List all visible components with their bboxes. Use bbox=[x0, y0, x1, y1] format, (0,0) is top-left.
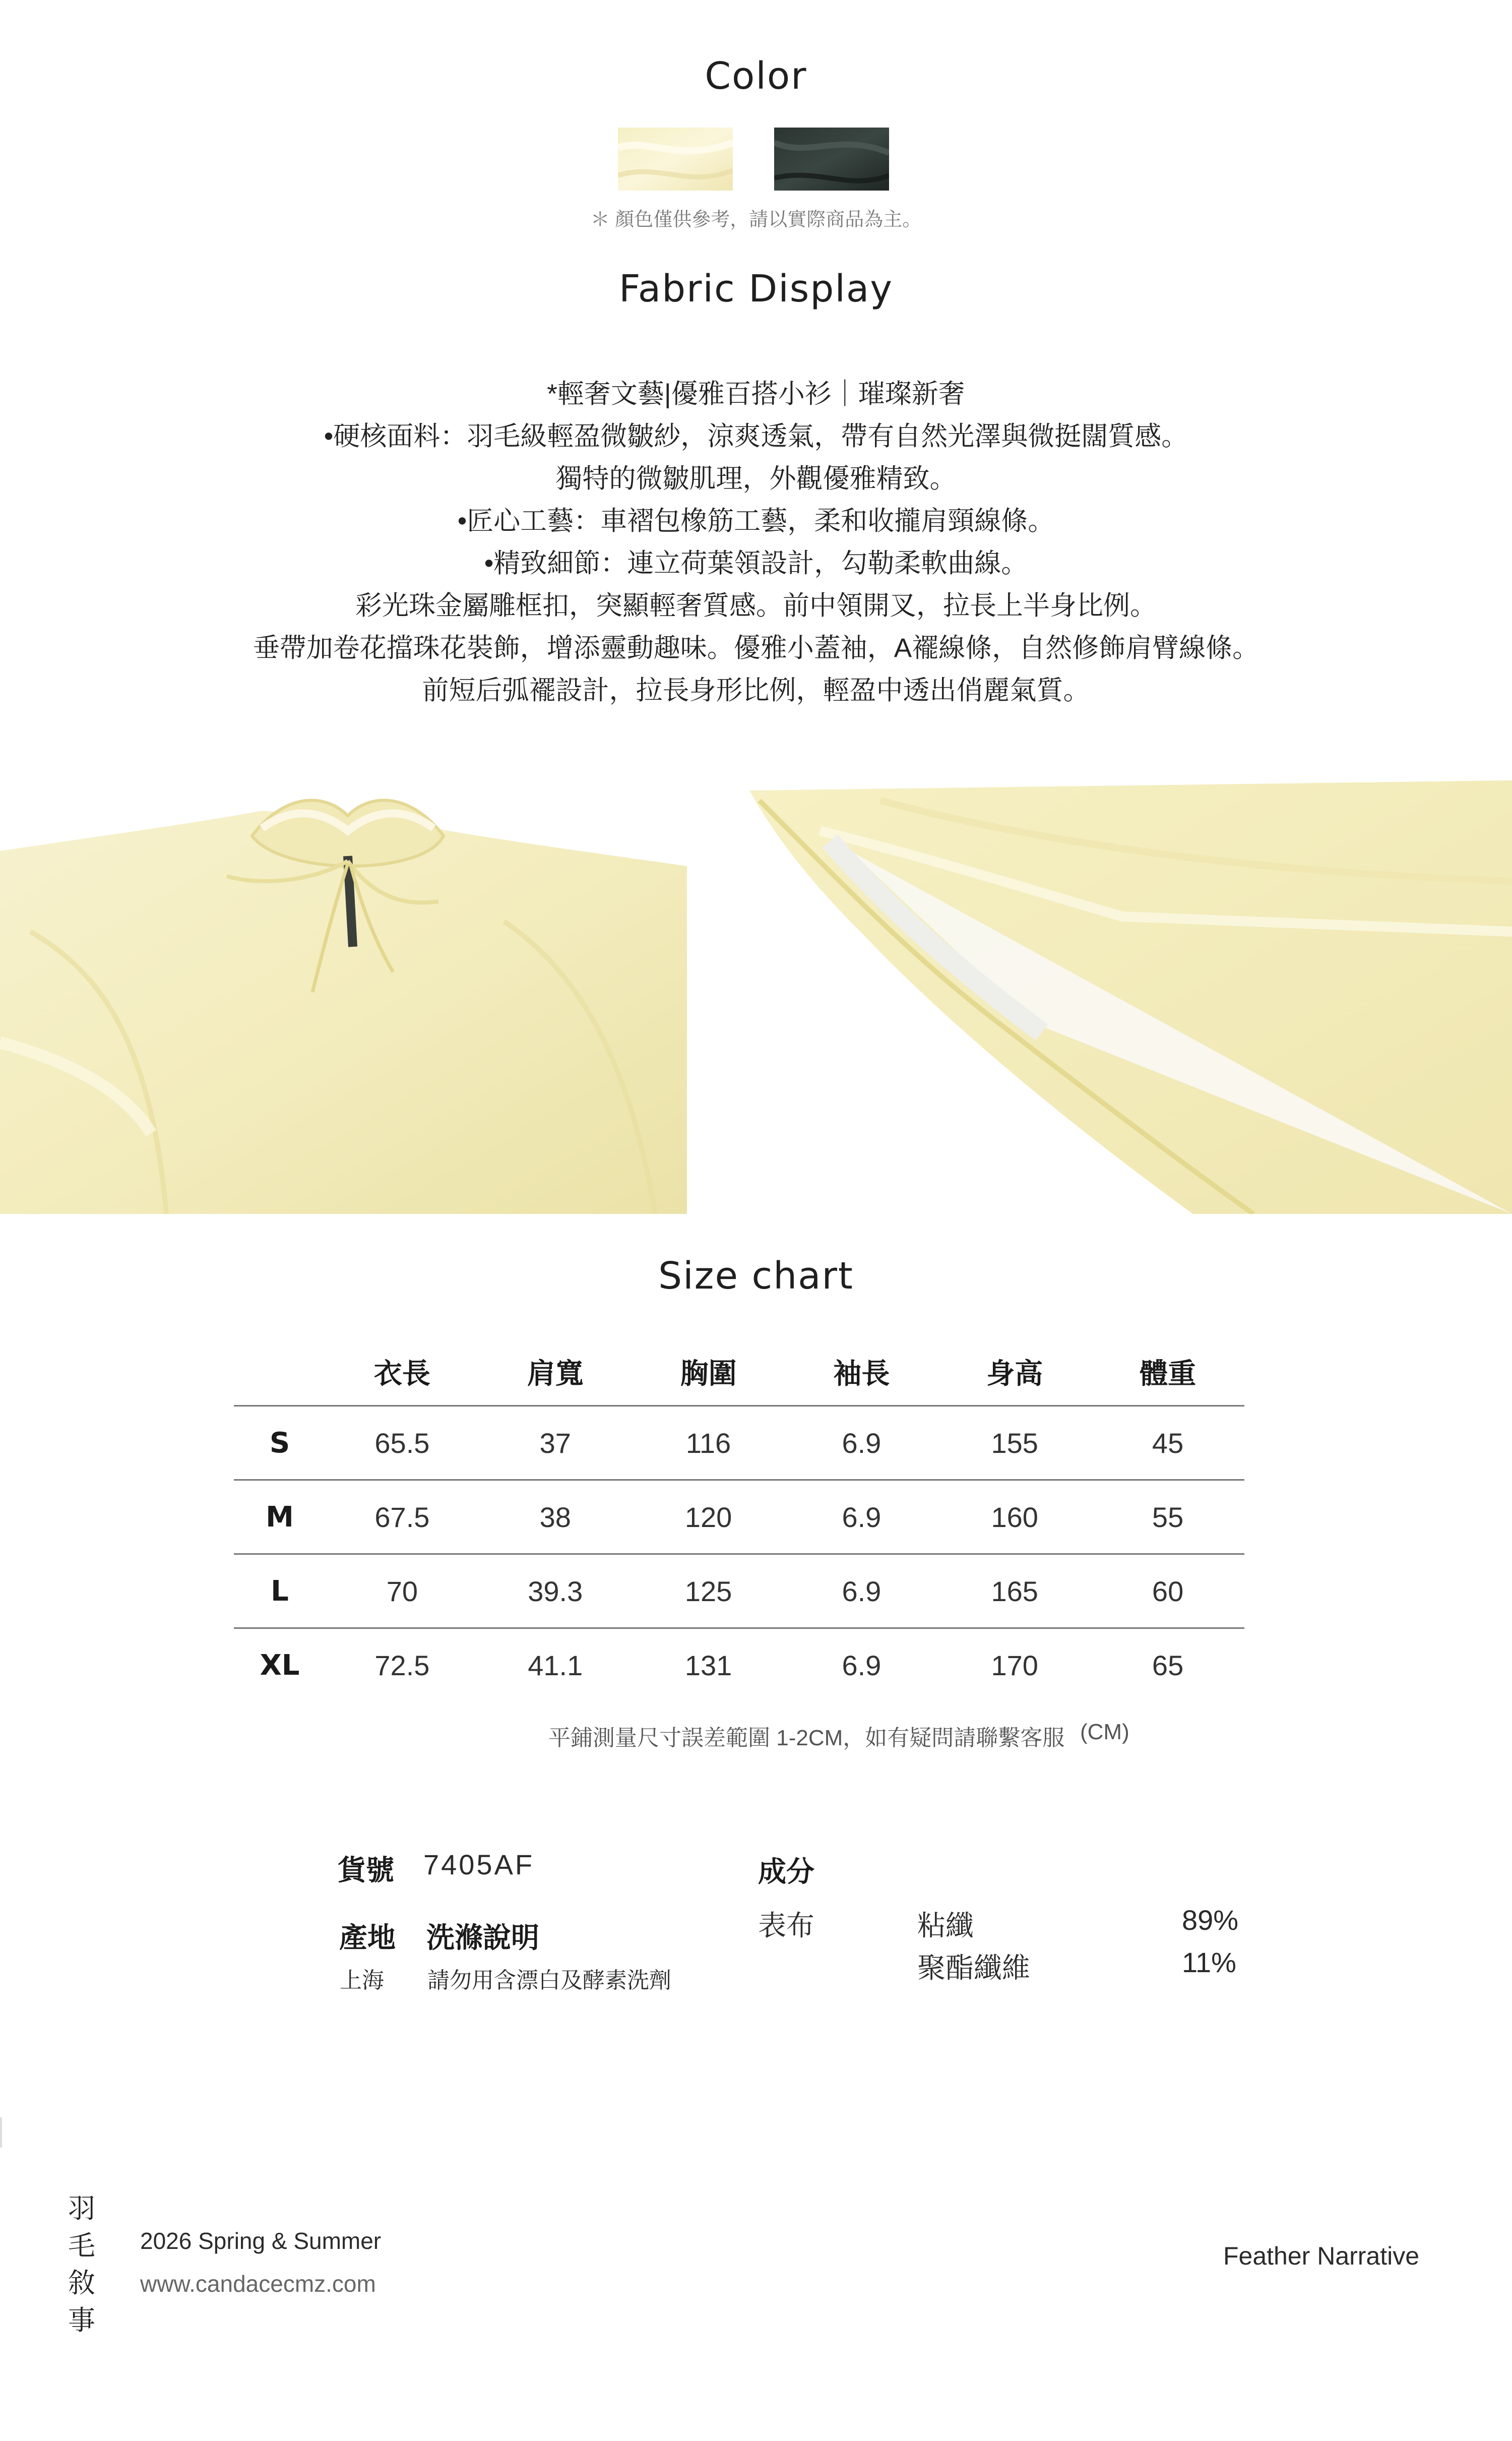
origin-label: 產地 bbox=[339, 1922, 396, 1954]
size-note: 平鋪測量尺寸誤差範圍 1-2CM，如有疑問請聯繫客服 bbox=[548, 1726, 1065, 1750]
table-cell: 70 bbox=[326, 1554, 479, 1628]
table-cell: 38 bbox=[479, 1480, 632, 1554]
table-cell: 170 bbox=[938, 1628, 1091, 1702]
table-cell: 120 bbox=[632, 1480, 785, 1554]
size-chart-heading: Size chart bbox=[658, 1254, 854, 1298]
wash-value: 請勿用含漂白及酵素洗劑 bbox=[427, 1968, 671, 1993]
description-line: •匠心工藝：車褶包橡筋工藝，柔和收攏肩頸線條。 bbox=[457, 506, 1055, 536]
size-column-header bbox=[234, 1338, 326, 1406]
column-shoulder: 肩寬 bbox=[527, 1358, 584, 1389]
table-cell: 67.5 bbox=[326, 1480, 479, 1554]
material-percent: 89% bbox=[1182, 1904, 1239, 1936]
brand-vertical-text bbox=[67, 2190, 97, 2339]
website-link[interactable]: www.candacecmz.com bbox=[140, 2271, 376, 2297]
fabric-heading: Fabric Display bbox=[618, 267, 894, 311]
color-heading: Color bbox=[705, 54, 807, 98]
table-cell: 6.9 bbox=[785, 1406, 938, 1480]
description-line: 垂帶加卷花擋珠花裝飾，增添靈動趣味。優雅小蓋袖，A襬線條，自然修飾肩臂線條。 bbox=[253, 633, 1259, 663]
table-row bbox=[234, 1628, 1244, 1702]
material-name: 聚酯纖維 bbox=[917, 1952, 1030, 1984]
brand-char: 羽 bbox=[68, 2193, 95, 2224]
table-cell: 55 bbox=[1091, 1480, 1244, 1554]
table-cell: 41.1 bbox=[479, 1628, 632, 1702]
description-line: 前短后弧襬設計，拉長身形比例，輕盈中透出俏麗氣質。 bbox=[422, 676, 1090, 705]
description-line: 獨特的微皺肌理，外觀優雅精致。 bbox=[555, 464, 957, 494]
material-percent: 11% bbox=[1182, 1946, 1236, 1978]
table-cell: 65 bbox=[1091, 1628, 1244, 1702]
table-cell: 155 bbox=[938, 1406, 1091, 1480]
cream-fabric-image bbox=[618, 128, 733, 191]
column-sleeve: 袖長 bbox=[833, 1358, 890, 1389]
column-weight: 體重 bbox=[1140, 1358, 1196, 1389]
material-name: 粘纖 bbox=[917, 1910, 974, 1941]
table-cell: 60 bbox=[1091, 1554, 1244, 1628]
column-length: 衣長 bbox=[373, 1358, 430, 1389]
table-cell: 6.9 bbox=[785, 1554, 938, 1628]
composition-label: 成分 bbox=[758, 1856, 814, 1887]
fabric-description bbox=[0, 373, 1512, 712]
table-cell: 65.5 bbox=[326, 1406, 479, 1480]
article-label: 貨號 bbox=[338, 1854, 394, 1886]
size-table bbox=[234, 1338, 1244, 1701]
collar-detail-photo bbox=[0, 780, 687, 1214]
table-cell: 45 bbox=[1091, 1406, 1244, 1480]
collection-name: Feather Narrative bbox=[1223, 2242, 1420, 2270]
table-cell: 160 bbox=[938, 1480, 1091, 1554]
size-label: M bbox=[234, 1480, 326, 1554]
table-row bbox=[234, 1554, 1244, 1628]
edge-mark bbox=[0, 2117, 2, 2148]
table-cell: 6.9 bbox=[785, 1628, 938, 1702]
brand-char: 毛 bbox=[68, 2231, 95, 2261]
season-text: 2026 Spring & Summer bbox=[140, 2228, 382, 2254]
color-swatch-dark-green[interactable] bbox=[774, 128, 889, 191]
color-swatch-cream[interactable] bbox=[618, 128, 733, 191]
column-chest: 胸圍 bbox=[680, 1358, 737, 1389]
description-line: 彩光珠金屬雕框扣，突顯輕奢質感。前中領開叉，拉長上半身比例。 bbox=[355, 591, 1157, 621]
description-line: •硬核面料：羽毛級輕盈微皺紗，涼爽透氣，帶有自然光澤與微挺闊質感。 bbox=[324, 421, 1188, 451]
article-value: 7405AF bbox=[423, 1849, 535, 1880]
size-label: XL bbox=[234, 1628, 326, 1702]
table-cell: 39.3 bbox=[479, 1554, 632, 1628]
size-table-header bbox=[234, 1338, 1244, 1406]
origin-value: 上海 bbox=[340, 1968, 384, 1993]
brand-char: 敘 bbox=[68, 2268, 95, 2298]
column-height: 身高 bbox=[986, 1358, 1043, 1389]
dark-green-fabric-image bbox=[774, 128, 889, 191]
table-row bbox=[234, 1406, 1244, 1480]
table-cell: 72.5 bbox=[326, 1628, 479, 1702]
table-cell: 131 bbox=[632, 1628, 785, 1702]
color-disclaimer: ＊ 顏色僅供參考，請以實際商品為主。 bbox=[590, 209, 922, 230]
table-cell: 37 bbox=[479, 1406, 632, 1480]
table-row bbox=[234, 1480, 1244, 1554]
description-line: *輕奢文藝|優雅百搭小衫｜璀璨新奢 bbox=[547, 379, 965, 409]
wash-label: 洗滌說明 bbox=[426, 1922, 539, 1954]
table-cell: 6.9 bbox=[785, 1480, 938, 1554]
table-cell: 116 bbox=[632, 1406, 785, 1480]
table-cell: 125 bbox=[632, 1554, 785, 1628]
description-line: •精致細節：連立荷葉領設計，勾勒柔軟曲線。 bbox=[484, 548, 1028, 578]
size-label: L bbox=[234, 1554, 326, 1628]
fabric-label: 表布 bbox=[758, 1910, 814, 1941]
brand-char: 事 bbox=[68, 2305, 95, 2336]
hem-detail-photo bbox=[729, 780, 1512, 1214]
size-label: S bbox=[234, 1406, 326, 1480]
size-unit: (CM) bbox=[1080, 1720, 1129, 1744]
table-cell: 165 bbox=[938, 1554, 1091, 1628]
